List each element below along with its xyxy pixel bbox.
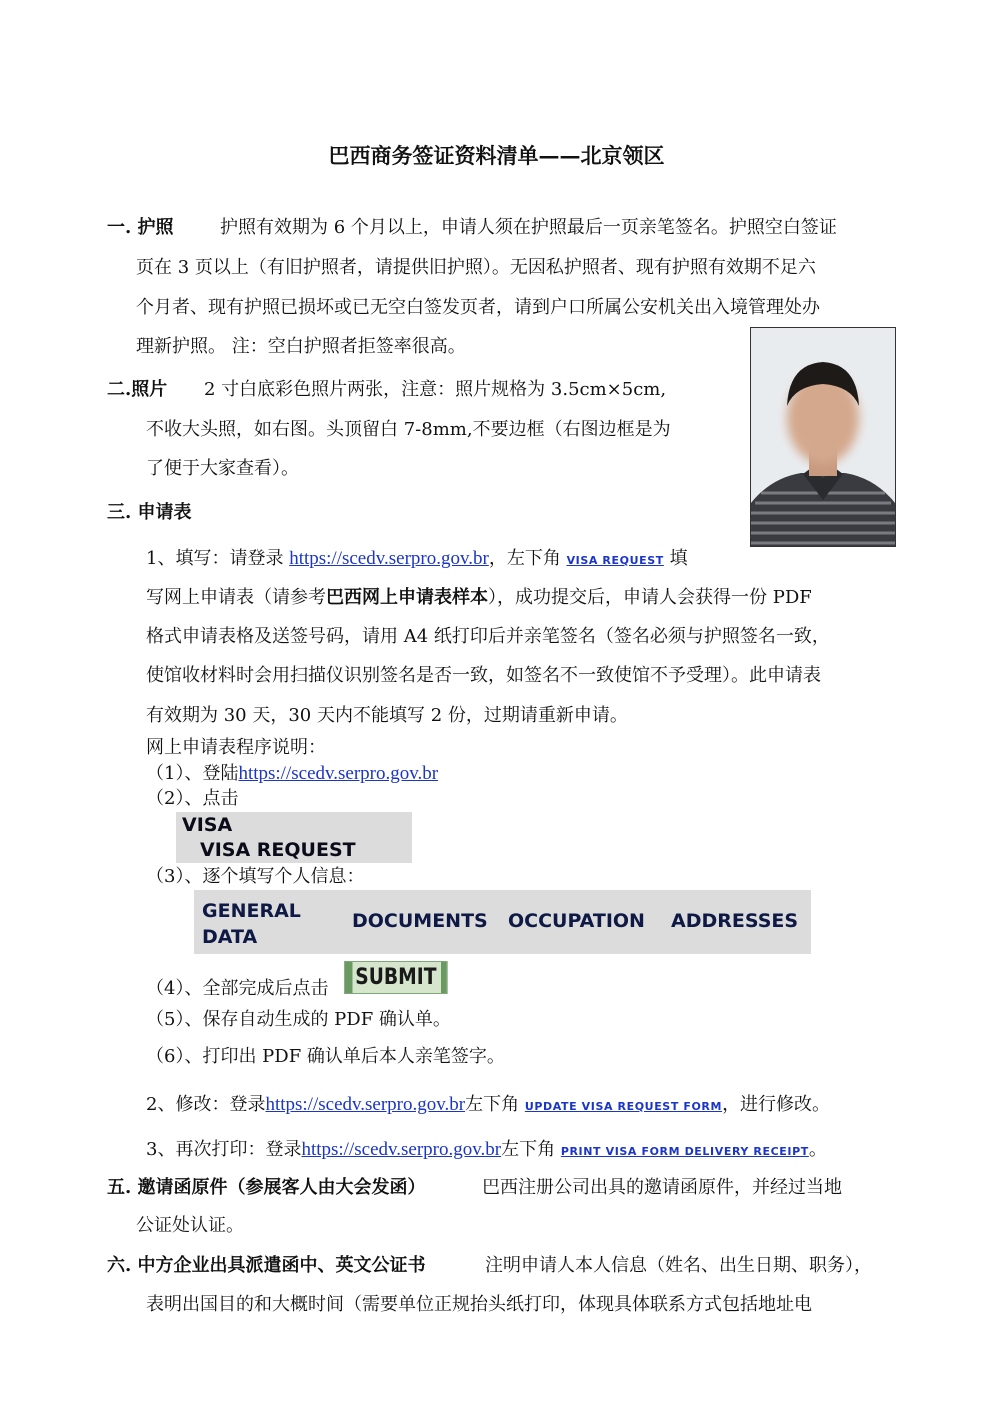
form-step1-line-3: 格式申请表格及送签号码，请用 A4 纸打印后并亲笔签名（签名必须与护照签名一致，	[146, 626, 830, 647]
photo-line-3: 了便于大家查看）。	[146, 458, 299, 479]
letter-label: 六. 中方企业出具派遣函中、英文公证书	[107, 1255, 426, 1276]
form-label: 三. 申请表	[107, 502, 192, 523]
form-step2-prefix: 2、修改：登录	[146, 1094, 266, 1115]
serpro-link[interactable]: https://scedv.serpro.gov.br	[265, 1094, 466, 1115]
passport-line-1: 护照有效期为 6 个月以上，申请人须在护照最后一页亲笔签名。护照空白签证	[220, 217, 837, 238]
form-step3-prefix: 3、再次打印：登录	[146, 1139, 302, 1160]
visa-menu-sample	[176, 812, 412, 863]
serpro-link[interactable]: https://scedv.serpro.gov.br	[289, 548, 489, 569]
tab-general-data-line-2: DATA	[202, 926, 258, 948]
procedure-step-3: （3）、逐个填写个人信息：	[146, 866, 365, 887]
letter-line-2: 表明出国目的和大概时间（需要单位正规抬头纸打印，体现具体联系方式包括地址电	[146, 1294, 812, 1315]
visa-request-link[interactable]: VISA REQUEST	[566, 554, 664, 567]
procedure-step-6: （6）、打印出 PDF 确认单后本人亲笔签字。	[146, 1046, 505, 1067]
tab-general-data[interactable]	[202, 898, 301, 950]
passport-line-4: 理新护照。 注：空白护照者拒签率很高。	[136, 336, 466, 357]
procedure-step-4: （4）、全部完成后点击	[146, 978, 329, 999]
form-step3-mid: 左下角	[501, 1139, 556, 1160]
form-step1-suffix: 填	[669, 548, 688, 569]
form-step2-mid: 左下角	[465, 1094, 520, 1115]
visa-menu-item[interactable]: VISA	[182, 814, 233, 836]
tab-general-data-line-1: GENERAL	[202, 900, 301, 922]
procedure-title: 网上申请表程序说明：	[146, 737, 326, 758]
form-step1-prefix: 1、填写：请登录	[146, 548, 284, 569]
serpro-link[interactable]: https://scedv.serpro.gov.br	[301, 1139, 502, 1160]
procedure-step-1-text: （1）、登陆	[146, 763, 239, 784]
invitation-line-2: 公证处认证。	[136, 1215, 244, 1236]
serpro-link[interactable]: https://scedv.serpro.gov.br	[238, 763, 439, 784]
tab-documents[interactable]: DOCUMENTS	[352, 910, 488, 932]
photo-line-1: 2 寸白底彩色照片两张，注意：照片规格为 3.5cm×5cm,	[204, 379, 667, 400]
form-step1-line-1	[146, 546, 688, 574]
form-step1-line2-text: 写网上申请表（请参考	[146, 587, 326, 608]
procedure-step-2: （2）、点击	[146, 788, 239, 809]
portrait-image	[751, 328, 895, 546]
form-step1-line2-tail: ），成功提交后，申请人会获得一份 PDF	[488, 587, 812, 608]
form-tabs-sample	[194, 890, 811, 954]
submit-button[interactable]: SUBMIT	[344, 961, 448, 994]
form-step2-line	[146, 1092, 830, 1120]
sample-photo	[750, 327, 896, 547]
visa-request-menu-item[interactable]: VISA REQUEST	[200, 839, 356, 861]
sample-form-reference: 巴西网上申请表样本	[326, 587, 488, 608]
form-step1-line-5: 有效期为 30 天，30 天内不能填写 2 份，过期请重新申请。	[146, 705, 628, 726]
procedure-step-5: （5）、保存自动生成的 PDF 确认单。	[146, 1009, 451, 1030]
form-step1-line-2	[146, 585, 812, 611]
photo-label: 二.照片	[107, 379, 168, 400]
form-step3-suffix: 。	[808, 1139, 827, 1160]
procedure-step-1	[146, 761, 438, 787]
passport-label: 一. 护照	[107, 217, 174, 238]
photo-line-2: 不收大头照，如右图。头顶留白 7-8mm,不要边框（右图边框是为	[146, 419, 671, 440]
update-visa-request-link[interactable]: UPDATE VISA REQUEST FORM	[524, 1100, 723, 1113]
invitation-line-1: 巴西注册公司出具的邀请函原件，并经过当地	[482, 1177, 842, 1198]
tab-occupation[interactable]: OCCUPATION	[508, 910, 645, 932]
passport-line-2: 页在 3 页以上（有旧护照者，请提供旧护照）。无因私护照者、现有护照有效期不足六	[136, 257, 816, 278]
letter-line-1: 注明申请人本人信息（姓名、出生日期、职务），	[485, 1255, 872, 1276]
page-title: 巴西商务签证资料清单——北京领区	[328, 143, 665, 168]
passport-line-3: 个月者、现有护照已损坏或已无空白签发页者，请到户口所属公安机关出入境管理处办	[136, 297, 820, 318]
tab-addresses[interactable]: ADDRESSES	[671, 910, 799, 932]
invitation-label: 五. 邀请函原件（参展客人由大会发函）	[107, 1177, 426, 1198]
form-step1-mid: ，左下角	[488, 548, 561, 569]
form-step3-line	[146, 1137, 827, 1165]
form-step2-suffix: ，进行修改。	[722, 1094, 831, 1115]
form-step1-line-4: 使馆收材料时会用扫描仪识别签名是否一致，如签名不一致使馆不予受理）。此申请表	[146, 665, 821, 686]
print-visa-receipt-link[interactable]: PRINT VISA FORM DELIVERY RECEIPT	[560, 1145, 809, 1158]
